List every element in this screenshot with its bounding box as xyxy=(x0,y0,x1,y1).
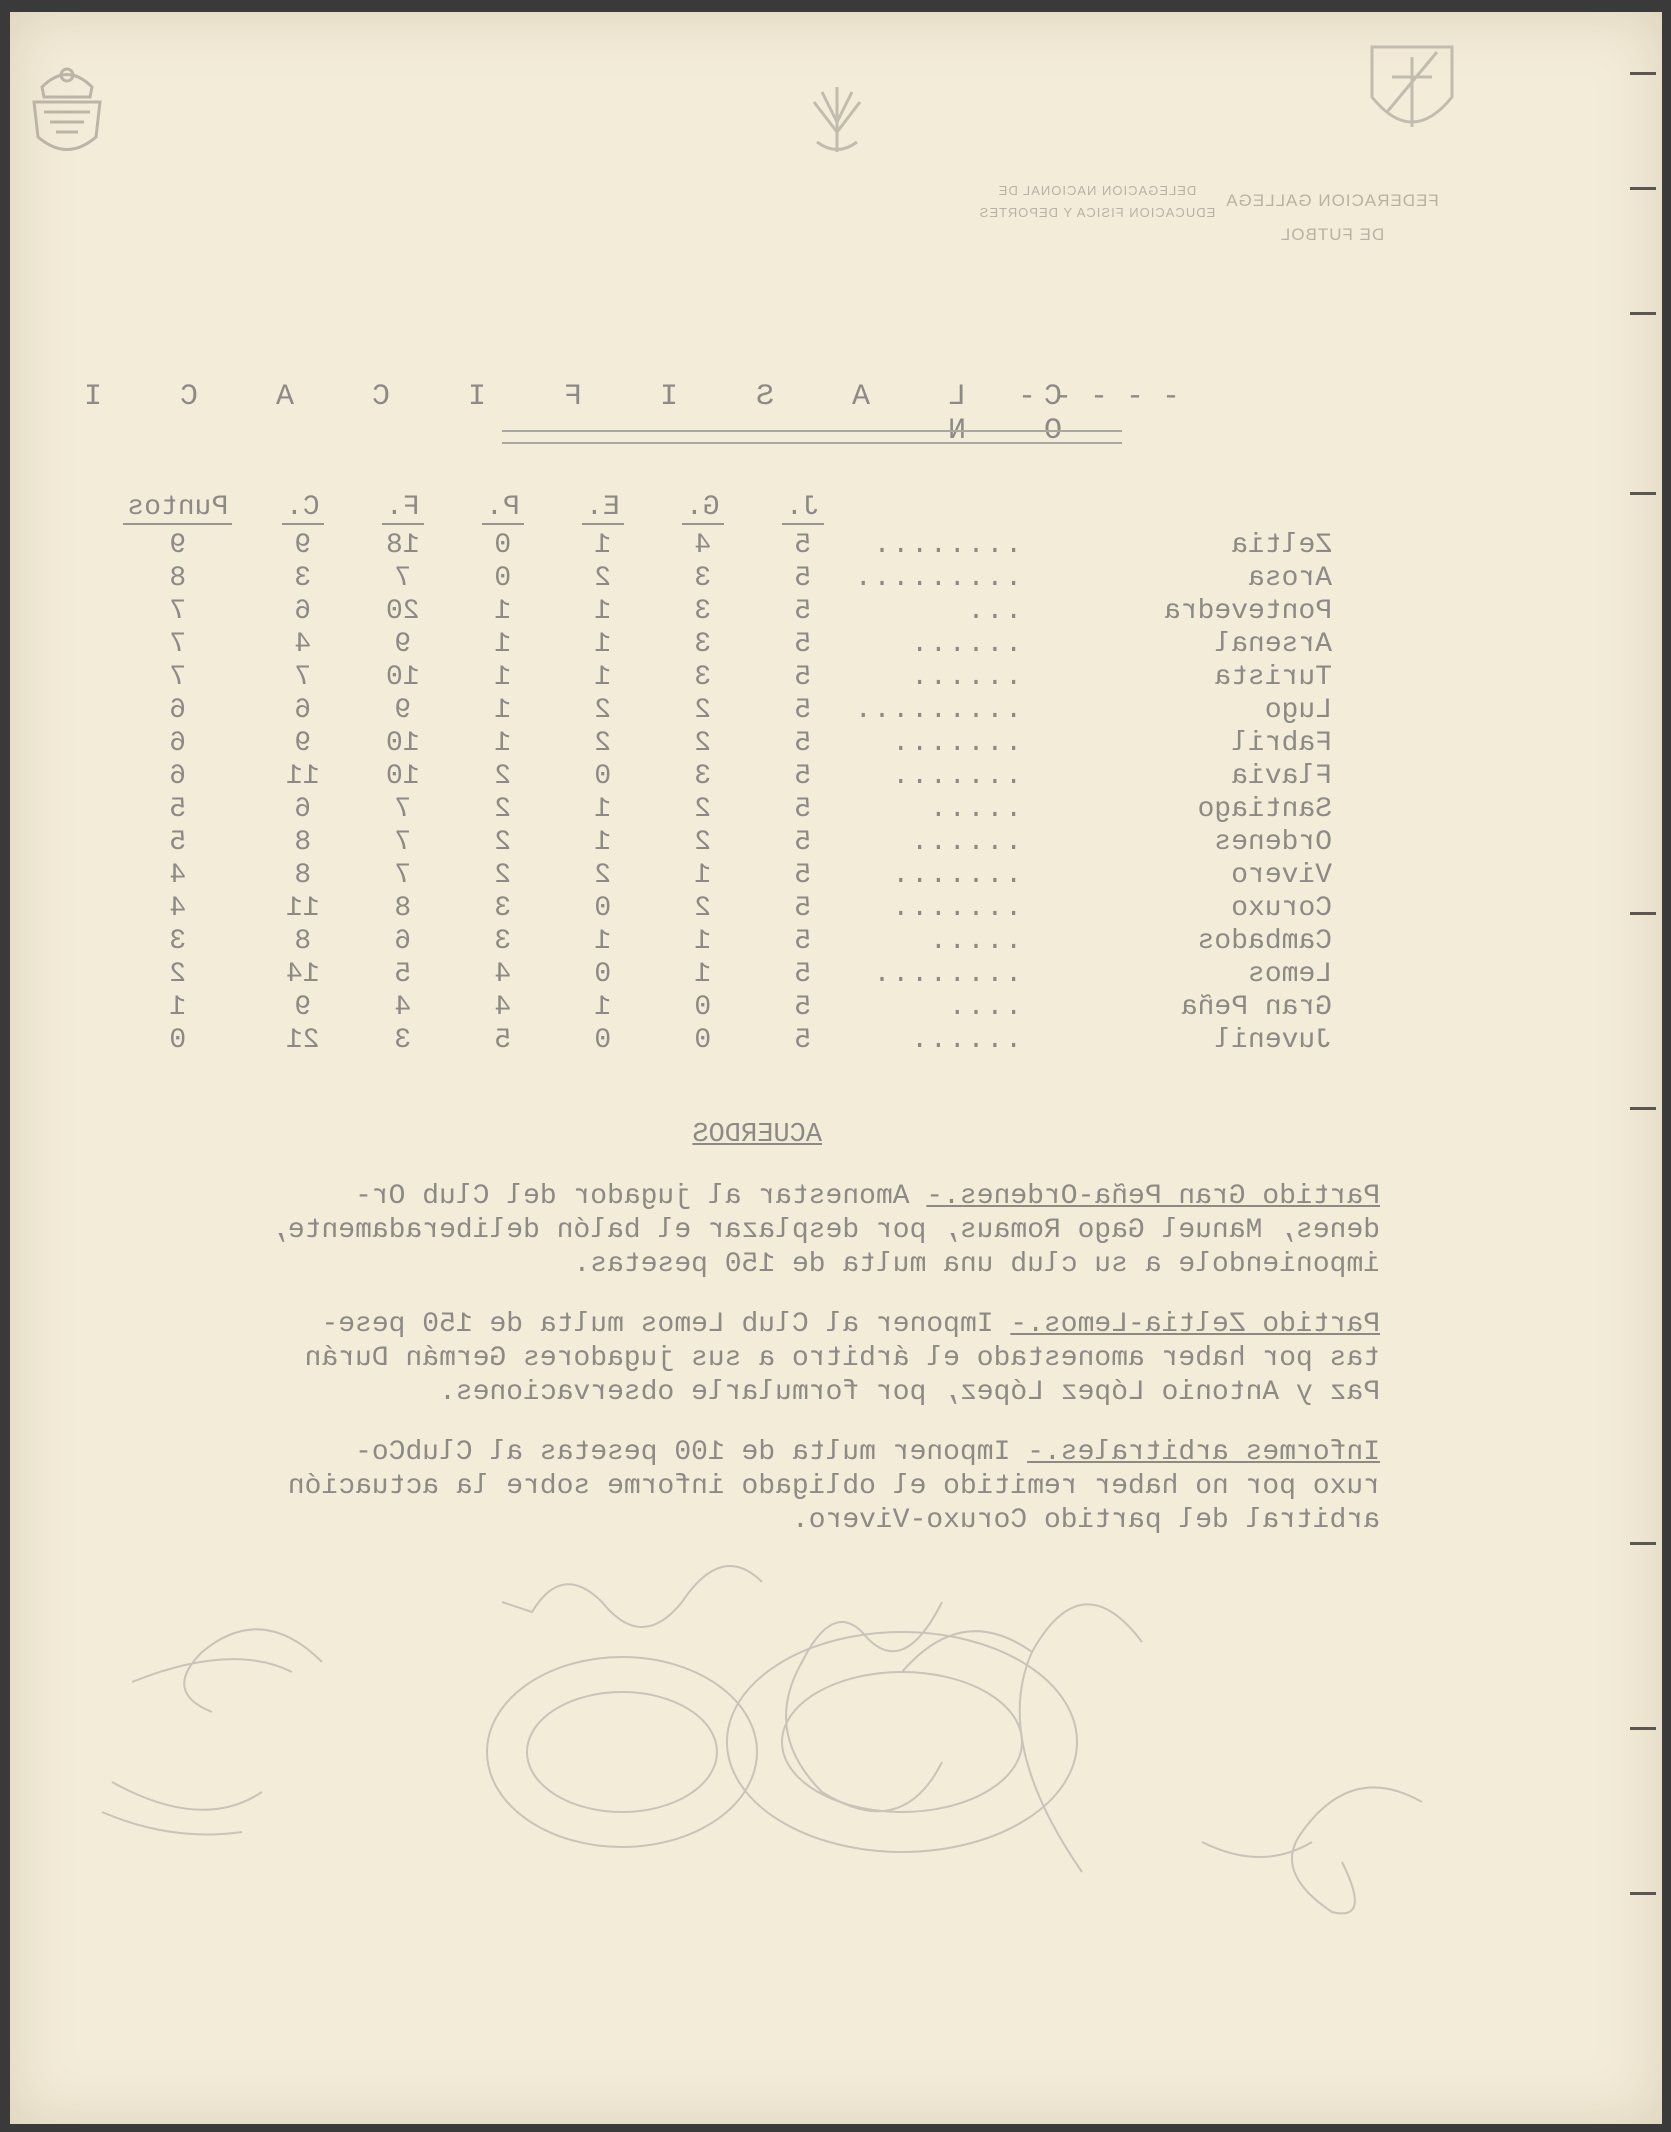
stat-cell: 1 xyxy=(594,827,612,858)
team-name: Pontevedra xyxy=(1163,596,1332,627)
points-cell: 5 xyxy=(169,794,187,825)
standings-table xyxy=(103,492,1332,1057)
points-cell: 4 xyxy=(169,860,187,891)
table-row xyxy=(103,628,1332,661)
stat-cell: 1 xyxy=(594,794,612,825)
stat-cell: 9 xyxy=(294,728,312,759)
stat-cell: 5 xyxy=(794,794,812,825)
points-cell: 7 xyxy=(169,662,187,693)
signature-scribble xyxy=(102,1782,262,1835)
points-cell: 7 xyxy=(169,596,187,627)
stat-cell: 1 xyxy=(594,530,612,561)
stat-cell: 20 xyxy=(385,596,420,627)
stat-cell: 0 xyxy=(694,992,712,1023)
binding-clip-mark xyxy=(1630,72,1656,75)
stat-cell: 0 xyxy=(694,1025,712,1056)
stat-cell: 1 xyxy=(494,629,512,660)
table-row xyxy=(103,595,1332,628)
letterhead-line: EDUCACION FISICA Y DEPORTES xyxy=(978,205,1216,220)
team-name: Juvenil xyxy=(1214,1025,1332,1056)
team-name: Turista xyxy=(1214,662,1332,693)
stat-cell: 3 xyxy=(694,629,712,660)
stat-cell: 5 xyxy=(794,662,812,693)
stat-cell: 6 xyxy=(394,926,412,957)
stat-cell: 3 xyxy=(694,596,712,627)
points-cell: 9 xyxy=(169,530,187,561)
signature-scribble xyxy=(902,1604,1142,1872)
stat-cell: 6 xyxy=(294,596,312,627)
col-header: P. xyxy=(453,492,553,529)
stat-cell: 5 xyxy=(794,1025,812,1056)
stamp-circle-icon xyxy=(727,1632,1077,1852)
leader-dots: .... xyxy=(946,992,1022,1023)
team-name: Fabril xyxy=(1231,728,1332,759)
document-page xyxy=(10,12,1662,2124)
leader-dots: ...... xyxy=(909,629,1022,660)
stat-cell: 1 xyxy=(694,959,712,990)
points-cell: 6 xyxy=(169,761,187,792)
stat-cell: 0 xyxy=(594,893,612,924)
stat-cell: 3 xyxy=(494,926,512,957)
team-name: Cambados xyxy=(1197,926,1332,957)
letterhead-line: DELEGACION NACIONAL DE xyxy=(997,183,1197,198)
stat-cell: 1 xyxy=(694,926,712,957)
leader-dots: ..... xyxy=(927,794,1022,825)
stat-cell: 1 xyxy=(594,662,612,693)
col-header: G. xyxy=(653,492,753,529)
table-row xyxy=(103,793,1332,826)
stat-cell: 7 xyxy=(394,563,412,594)
binding-clip-mark xyxy=(1630,492,1656,495)
stat-cell: 2 xyxy=(594,695,612,726)
col-header: Puntos xyxy=(103,492,253,529)
title-dashes: - - - - - xyxy=(1017,380,1180,414)
stat-cell: 5 xyxy=(794,596,812,627)
stat-cell: 1 xyxy=(594,629,612,660)
stat-cell: 4 xyxy=(294,629,312,660)
stat-cell: 6 xyxy=(294,695,312,726)
points-cell: 4 xyxy=(169,893,187,924)
table-row xyxy=(103,958,1332,991)
table-row xyxy=(103,1024,1332,1057)
stat-cell: 2 xyxy=(694,827,712,858)
signature-scribble xyxy=(1202,1787,1422,1913)
stat-cell: 2 xyxy=(694,695,712,726)
stat-cell: 5 xyxy=(794,530,812,561)
leader-dots: ......... xyxy=(852,695,1022,726)
points-cell: 6 xyxy=(169,728,187,759)
signatures-and-stamps xyxy=(62,1542,1462,2002)
acuerdos-heading: ACUERDOS xyxy=(692,1120,822,1150)
stat-cell: 1 xyxy=(494,695,512,726)
binding-clip-mark xyxy=(1630,1727,1656,1730)
stat-cell: 2 xyxy=(694,893,712,924)
stat-cell: 7 xyxy=(294,662,312,693)
leader-dots: ....... xyxy=(890,893,1022,924)
acuerdo-lead: Partido Gran Peña-Ordenes.- xyxy=(926,1181,1380,1212)
table-row xyxy=(103,529,1332,562)
stat-cell: 7 xyxy=(394,860,412,891)
stat-cell: 5 xyxy=(794,827,812,858)
leader-dots: ...... xyxy=(909,662,1022,693)
acuerdo-text: Imponer multa de 100 pesetas al ClubCo- ruxo por no haber remitido el obligado informe sobre la actuación arbitral del partido Coruxo-Vivero. xyxy=(287,1437,1380,1536)
binding-clip-mark xyxy=(1630,1107,1656,1110)
table-row xyxy=(103,826,1332,859)
table-row xyxy=(103,991,1332,1024)
binding-clip-mark xyxy=(1630,312,1656,315)
stat-cell: 1 xyxy=(494,596,512,627)
stat-cell: 14 xyxy=(285,959,320,990)
stat-cell: 1 xyxy=(594,992,612,1023)
stat-cell: 5 xyxy=(794,959,812,990)
acuerdo-paragraph xyxy=(50,1180,1380,1282)
letterhead-line: DE FUTBOL xyxy=(1279,225,1385,244)
table-row xyxy=(103,859,1332,892)
standings-body xyxy=(103,529,1332,1057)
stat-cell: 18 xyxy=(385,530,420,561)
stat-cell: 3 xyxy=(494,893,512,924)
signature-scribble xyxy=(132,1629,322,1712)
stat-cell: 2 xyxy=(594,563,612,594)
stat-cell: 0 xyxy=(594,761,612,792)
table-row xyxy=(103,694,1332,727)
stat-cell: 10 xyxy=(385,728,420,759)
stat-cell: 1 xyxy=(694,860,712,891)
stat-cell: 5 xyxy=(794,629,812,660)
stat-cell: 8 xyxy=(294,827,312,858)
leader-dots: ........ xyxy=(871,530,1022,561)
stat-cell: 1 xyxy=(494,662,512,693)
points-cell: 3 xyxy=(169,926,187,957)
stat-cell: 2 xyxy=(594,860,612,891)
leader-dots: ...... xyxy=(909,827,1022,858)
mirrored-reverse-side xyxy=(10,12,1662,2124)
stat-cell: 5 xyxy=(794,992,812,1023)
stat-cell: 9 xyxy=(394,629,412,660)
signature-scribble xyxy=(502,1566,762,1627)
stat-cell: 5 xyxy=(794,728,812,759)
stat-cell: 2 xyxy=(494,860,512,891)
table-row xyxy=(103,661,1332,694)
stat-cell: 3 xyxy=(394,1025,412,1056)
stat-cell: 1 xyxy=(494,728,512,759)
stat-cell: 0 xyxy=(494,530,512,561)
points-cell: 1 xyxy=(169,992,187,1023)
stat-cell: 3 xyxy=(294,563,312,594)
leader-dots: ....... xyxy=(890,860,1022,891)
stat-cell: 9 xyxy=(394,695,412,726)
binding-clip-mark xyxy=(1630,187,1656,190)
team-name: Zeltia xyxy=(1231,530,1332,561)
team-name: Vivero xyxy=(1231,860,1332,891)
stat-cell: 7 xyxy=(394,794,412,825)
points-cell: 6 xyxy=(169,695,187,726)
col-header: F. xyxy=(353,492,453,529)
stat-cell: 2 xyxy=(494,827,512,858)
stat-cell: 6 xyxy=(294,794,312,825)
binding-clip-mark xyxy=(1630,912,1656,915)
acuerdo-text: Amonestar al jugador del Club Or- denes, Manuel Gago Romaus, por desplazar el balón deliberadamente, imponiendole a su club una multa de 150 pesetas. xyxy=(271,1181,1380,1280)
points-cell: 8 xyxy=(169,563,187,594)
stat-cell: 5 xyxy=(794,563,812,594)
acuerdo-paragraph xyxy=(50,1436,1380,1538)
leader-dots: ........ xyxy=(871,959,1022,990)
leader-dots: ..... xyxy=(927,926,1022,957)
stamp-circle-icon xyxy=(782,1672,1022,1812)
leader-dots: ....... xyxy=(890,761,1022,792)
team-name: Santiago xyxy=(1197,794,1332,825)
stat-cell: 3 xyxy=(694,662,712,693)
team-name: Coruxo xyxy=(1231,893,1332,924)
stat-cell: 2 xyxy=(594,728,612,759)
stat-cell: 0 xyxy=(594,959,612,990)
points-cell: 0 xyxy=(169,1025,187,1056)
table-row xyxy=(103,760,1332,793)
acuerdo-lead: Informes arbitrales.- xyxy=(1027,1437,1380,1468)
stat-cell: 3 xyxy=(694,761,712,792)
stat-cell: 5 xyxy=(794,926,812,957)
table-row xyxy=(103,562,1332,595)
col-header: C. xyxy=(253,492,353,529)
team-name: Arsenal xyxy=(1214,629,1332,660)
stat-cell: 1 xyxy=(594,596,612,627)
stat-cell: 9 xyxy=(294,530,312,561)
stat-cell: 11 xyxy=(285,761,320,792)
stat-cell: 5 xyxy=(794,893,812,924)
stat-cell: 2 xyxy=(694,728,712,759)
stat-cell: 8 xyxy=(394,893,412,924)
leader-dots: ....... xyxy=(890,728,1022,759)
acuerdo-lead: Partido Zeltia-Lemos.- xyxy=(1010,1309,1380,1340)
team-name: Arosa xyxy=(1247,563,1332,594)
table-row xyxy=(103,727,1332,760)
team-name: Flavia xyxy=(1231,761,1332,792)
leader-dots: ... xyxy=(965,596,1022,627)
stat-cell: 21 xyxy=(285,1025,320,1056)
crown-shield-emblem-icon xyxy=(12,57,122,167)
team-name: Ordenes xyxy=(1214,827,1332,858)
stat-cell: 8 xyxy=(294,926,312,957)
acuerdo-paragraph xyxy=(50,1308,1380,1410)
stat-cell: 4 xyxy=(394,992,412,1023)
stat-cell: 7 xyxy=(394,827,412,858)
stat-cell: 0 xyxy=(494,563,512,594)
stat-cell: 0 xyxy=(594,1025,612,1056)
stat-cell: 4 xyxy=(494,959,512,990)
table-row xyxy=(103,892,1332,925)
stat-cell: 2 xyxy=(694,794,712,825)
stamp-circle-icon xyxy=(527,1692,717,1812)
team-name: Lemos xyxy=(1247,959,1332,990)
stat-cell: 5 xyxy=(394,959,412,990)
stat-cell: 3 xyxy=(694,563,712,594)
stat-cell: 10 xyxy=(385,761,420,792)
section-title: C L A S I F I C A C I O N xyxy=(53,380,1062,448)
stat-cell: 9 xyxy=(294,992,312,1023)
stat-cell: 4 xyxy=(494,992,512,1023)
table-row xyxy=(103,925,1332,958)
col-header: E. xyxy=(553,492,653,529)
stat-cell: 1 xyxy=(594,926,612,957)
col-header: J. xyxy=(753,492,853,529)
stat-cell: 2 xyxy=(494,794,512,825)
stat-cell: 5 xyxy=(494,1025,512,1056)
federation-shield-logo-icon xyxy=(1362,42,1462,152)
stat-cell: 5 xyxy=(794,695,812,726)
stat-cell: 5 xyxy=(794,761,812,792)
yoke-arrows-emblem-icon xyxy=(802,82,872,162)
points-cell: 2 xyxy=(169,959,187,990)
stat-cell: 11 xyxy=(285,893,320,924)
stat-cell: 5 xyxy=(794,860,812,891)
team-name: Lugo xyxy=(1264,695,1332,726)
letterhead-line: FEDERACION GALLEGA xyxy=(1225,191,1439,210)
acuerdo-text: Imponer al Club Lemos multa de 150 pese- tas por haber amonestado el árbitro a sus jugadores Germán Durán Paz y Antonio López López, por formularle observaciones. xyxy=(304,1309,1380,1408)
binding-clip-mark xyxy=(1630,1542,1656,1545)
leader-dots: ......... xyxy=(852,563,1022,594)
stat-cell: 4 xyxy=(694,530,712,561)
stat-cell: 8 xyxy=(294,860,312,891)
standings-header-row xyxy=(103,492,1332,529)
team-name: Gran Peña xyxy=(1180,992,1332,1023)
title-underline xyxy=(502,430,1122,444)
stat-cell: 2 xyxy=(494,761,512,792)
points-cell: 7 xyxy=(169,629,187,660)
points-cell: 5 xyxy=(169,827,187,858)
leader-dots: ...... xyxy=(909,1025,1022,1056)
stat-cell: 10 xyxy=(385,662,420,693)
letterhead-federacion-text xyxy=(1152,184,1512,252)
binding-clip-mark xyxy=(1630,1892,1656,1895)
